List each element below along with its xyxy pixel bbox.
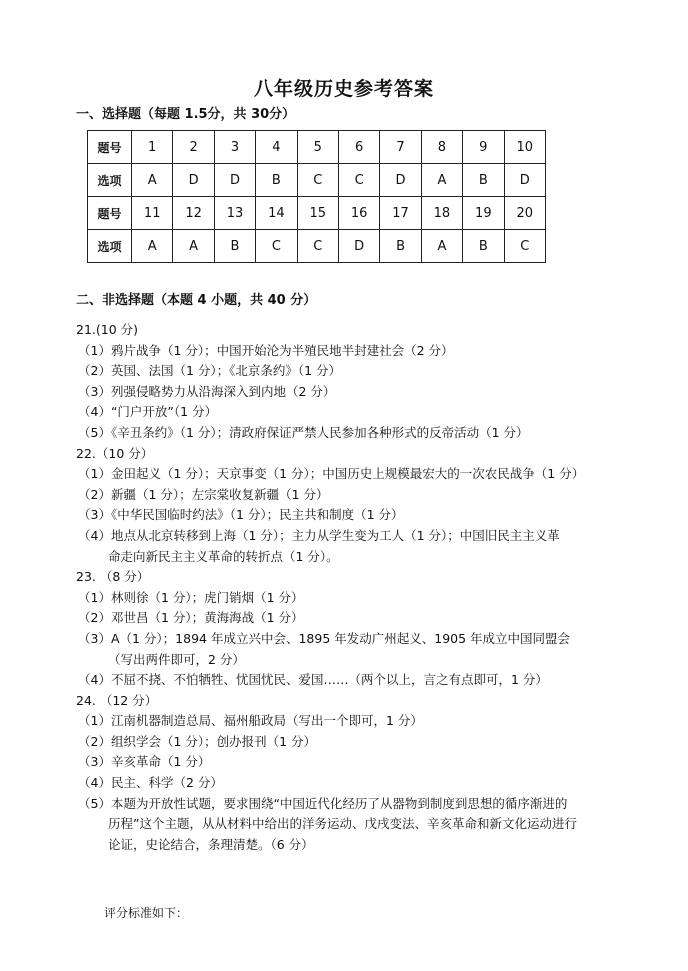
question-number-cell: 10 [504, 131, 545, 164]
answer-option-cell: A [132, 230, 173, 263]
question-number-cell: 16 [338, 197, 379, 230]
scoring-footer: 评分标准如下： [104, 906, 189, 920]
row-header-number: 题号 [88, 131, 132, 164]
question-number-cell: 4 [256, 131, 297, 164]
question-number-cell: 7 [380, 131, 421, 164]
question-number-cell: 11 [132, 197, 173, 230]
question-number-cell: 8 [421, 131, 462, 164]
answer-line: （4）不屈不挠、不怕牺牲、忧国忧民、爱国……（两个以上，言之有点即可，1 分） [78, 672, 548, 688]
answer-line: （2）英国、法国（1 分）；《北京条约》（1 分） [78, 363, 342, 379]
row-header-option: 选项 [88, 230, 132, 263]
answer-line: 命走向新民主主义革命的转折点（1 分）。 [108, 548, 339, 564]
answer-line: （2）新疆（1 分）；左宗棠收复新疆（1 分） [78, 486, 329, 502]
answer-line: 论证，史论结合，条理清楚。（6 分） [108, 836, 314, 852]
answer-line: （1）林则徐（1 分）；虎门销烟（1 分） [78, 589, 304, 605]
answer-option-cell: C [504, 230, 545, 263]
question-heading: 23. （8 分） [76, 569, 150, 585]
question-heading: 21.(10 分) [76, 322, 139, 337]
table-row-options [88, 164, 546, 197]
answer-option-cell: C [297, 164, 338, 197]
answer-line: （3）A（1 分）；1894 年成立兴中会、1895 年发动广州起义、1905 年成立中国同盟会 [78, 630, 571, 646]
answer-line: （1）鸦片战争（1 分）；中国开始沦为半殖民地半封建社会（2 分） [78, 342, 454, 358]
answer-line: （5）《辛丑条约》（1 分）；清政府保证严禁人民参加各种形式的反帝活动（1 分） [78, 424, 529, 440]
answer-line: （写出两件即可，2 分） [108, 651, 245, 667]
question-number-cell: 6 [338, 131, 379, 164]
answer-option-cell: D [504, 164, 545, 197]
question-number-cell: 15 [297, 197, 338, 230]
question-heading: 22.（10 分） [76, 445, 154, 461]
question-number-cell: 14 [256, 197, 297, 230]
question-number-cell: 9 [463, 131, 504, 164]
question-number-cell: 1 [132, 131, 173, 164]
answer-option-cell: D [214, 164, 255, 197]
answer-line: （3）列强侵略势力从沿海深入到内地（2 分） [78, 383, 336, 399]
answer-line: （4）“门户开放”（1 分） [78, 404, 218, 420]
question-number-cell: 20 [504, 197, 545, 230]
answer-line: （3）《中华民国临时约法》（1 分）；民主共和制度（1 分） [78, 507, 404, 523]
answer-option-cell: D [173, 164, 214, 197]
answer-option-cell: A [421, 164, 462, 197]
answer-option-cell: C [256, 230, 297, 263]
answer-option-cell: D [338, 230, 379, 263]
answer-line: （2）组织学会（1 分）；创办报刊（1 分） [78, 733, 317, 749]
answer-option-cell: D [380, 164, 421, 197]
answer-option-cell: A [173, 230, 214, 263]
answer-option-cell: C [338, 164, 379, 197]
answer-line: （1）金田起义（1 分）；天京事变（1 分）；中国历史上规模最宏大的一次农民战争（1 分） [78, 466, 585, 482]
answer-option-cell: A [132, 164, 173, 197]
question-number-cell: 13 [214, 197, 255, 230]
answer-line: （1）江南机器制造总局、福州船政局（写出一个即可，1 分） [78, 713, 423, 729]
question-number-cell: 12 [173, 197, 214, 230]
question-number-cell: 18 [421, 197, 462, 230]
table-row-options [88, 230, 546, 263]
section2-heading: 二、非选择题（本题 4 小题，共 40 分） [76, 293, 317, 308]
answer-line: （4）民主、科学（2 分） [78, 775, 223, 791]
answer-option-cell: C [297, 230, 338, 263]
answer-line: （5）本题为开放性试题，要求围绕“中国近代化经历了从器物到制度到思想的循序渐进的 [78, 795, 568, 811]
question-number-cell: 17 [380, 197, 421, 230]
question-number-cell: 5 [297, 131, 338, 164]
table-row-numbers [88, 131, 546, 164]
question-number-cell: 2 [173, 131, 214, 164]
answer-line: （4）地点从北京转移到上海（1 分）；主力从学生变为工人（1 分）；中国旧民主主义革 [78, 527, 560, 543]
answer-table [87, 130, 546, 263]
answer-option-cell: B [463, 164, 504, 197]
answer-line: 历程”这个主题，从从材料中给出的洋务运动、戊戌变法、辛亥革命和新文化运动进行 [108, 816, 577, 832]
answer-option-cell: A [421, 230, 462, 263]
row-header-number: 题号 [88, 197, 132, 230]
answer-line: （3）辛亥革命（1 分） [78, 754, 211, 770]
answer-option-cell: B [463, 230, 504, 263]
answer-option-cell: B [256, 164, 297, 197]
row-header-option: 选项 [88, 164, 132, 197]
answer-option-cell: B [214, 230, 255, 263]
question-heading: 24. （12 分） [76, 692, 158, 708]
answer-line: （2）邓世昌（1 分）；黄海海战（1 分） [78, 610, 304, 626]
section1-heading: 一、选择题（每题 1.5分，共 30分） [76, 107, 296, 122]
question-number-cell: 3 [214, 131, 255, 164]
question-number-cell: 19 [463, 197, 504, 230]
answer-option-cell: B [380, 230, 421, 263]
table-row-numbers [88, 197, 546, 230]
page-title: 八年级历史参考答案 [253, 78, 434, 100]
answer-lines [76, 320, 646, 855]
